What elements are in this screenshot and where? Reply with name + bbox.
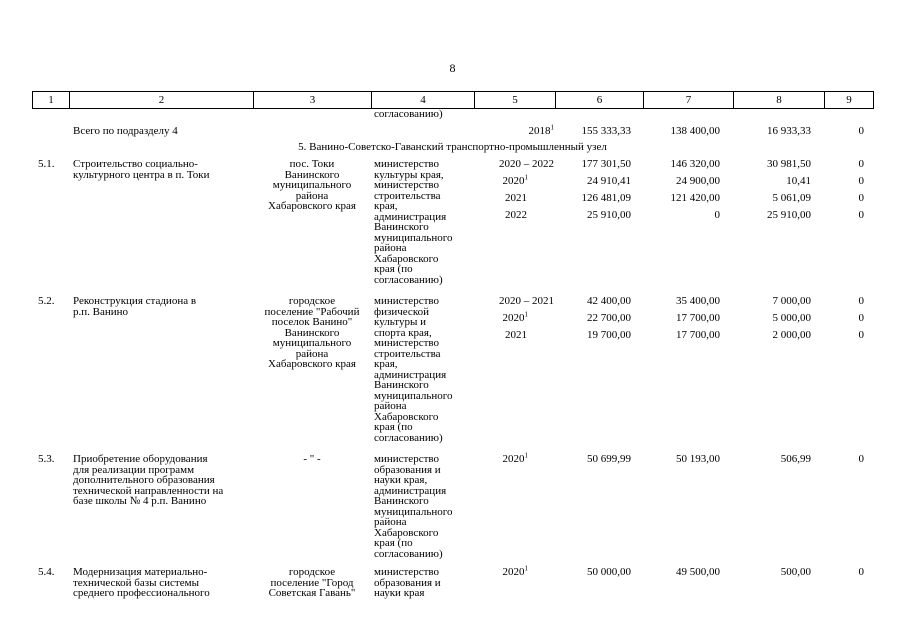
page-number: 8 <box>449 61 456 75</box>
row-col9: 0 <box>858 566 864 578</box>
row-col6: 24 910,41 <box>587 175 631 187</box>
row-col8: 10,41 <box>786 175 811 187</box>
row-col9: 0 <box>858 158 864 170</box>
carry-over-text: согласованию) <box>374 108 443 120</box>
column-header: 9 <box>825 92 874 109</box>
row-col9: 0 <box>858 329 864 341</box>
row-executor: пос. Токи Ванинского муниципального района Хабаровского края <box>268 158 356 212</box>
row-col7: 0 <box>714 209 720 221</box>
row-number: 5.4. <box>38 566 55 578</box>
row-year: 2020$^1$ <box>502 451 528 465</box>
row-year: 2020$^1$ <box>502 564 528 578</box>
row-col7: 35 400,00 <box>676 295 720 307</box>
row-year: 2020 – 2021 <box>499 295 554 307</box>
row-title: Модернизация материально- технической базы системы среднего профессионального <box>73 566 210 599</box>
row-col6: 22 700,00 <box>587 312 631 324</box>
row-col8: 500,00 <box>780 566 811 578</box>
row-col6: 126 481,09 <box>581 192 631 204</box>
column-header-row <box>32 91 874 109</box>
row-col9: 0 <box>858 209 864 221</box>
row-col9: 0 <box>858 192 864 204</box>
row-col8: 25 910,00 <box>767 209 811 221</box>
subtotal-col8: 16 933,33 <box>767 125 811 137</box>
row-responsible: министерство образования и науки края, администрация Ванинского муниципального района Хабаровского края (по согласованию) <box>374 453 453 560</box>
subtotal-col9: 0 <box>858 125 864 137</box>
row-col9: 0 <box>858 295 864 307</box>
row-year: 2021 <box>505 192 527 204</box>
row-col6: 50 000,00 <box>587 566 631 578</box>
row-col9: 0 <box>858 453 864 465</box>
row-col9: 0 <box>858 175 864 187</box>
row-col8: 30 981,50 <box>767 158 811 170</box>
row-col7: 24 900,00 <box>676 175 720 187</box>
row-responsible: министерство культуры края, министерство строительства края, администрация Ванинского муниципального района Хабаровского края (по согласованию) <box>374 158 453 286</box>
row-year: 2020$^1$ <box>502 173 528 187</box>
column-header: 1 <box>33 92 70 109</box>
row-col7: 49 500,00 <box>676 566 720 578</box>
row-col7: 17 700,00 <box>676 329 720 341</box>
row-executor: - " - <box>303 453 321 465</box>
row-col8: 5 061,09 <box>772 192 811 204</box>
column-header: 7 <box>644 92 734 109</box>
row-col6: 50 699,99 <box>587 453 631 465</box>
subtotal-col6: 155 333,33 <box>581 125 631 137</box>
row-executor: городское поселение "Рабочий поселок Ванино" Ванинского муниципального района Хабаровского края <box>264 295 360 370</box>
row-year: 2022 <box>505 209 527 221</box>
column-header: 3 <box>254 92 372 109</box>
row-number: 5.1. <box>38 158 55 170</box>
row-number: 5.3. <box>38 453 55 465</box>
row-title: Приобретение оборудования для реализации программ дополнительного образования технической направленности на базе школы № 4 р.п. Ванино <box>73 453 224 507</box>
row-col8: 7 000,00 <box>772 295 811 307</box>
row-col8: 506,99 <box>780 453 811 465</box>
row-col6: 25 910,00 <box>587 209 631 221</box>
column-header: 5 <box>475 92 556 109</box>
subtotal-year: 2018$^1$ <box>528 123 554 137</box>
row-col9: 0 <box>858 312 864 324</box>
row-col7: 17 700,00 <box>676 312 720 324</box>
subtotal-label: Всего по подразделу 4 <box>73 125 178 137</box>
row-col7: 50 193,00 <box>676 453 720 465</box>
row-responsible: министерство образования и науки края <box>374 566 441 599</box>
row-year: 2020 – 2022 <box>499 158 554 170</box>
row-col7: 121 420,00 <box>670 192 720 204</box>
subtotal-col7: 138 400,00 <box>670 125 720 137</box>
row-year: 2020$^1$ <box>502 310 528 324</box>
row-col8: 2 000,00 <box>772 329 811 341</box>
section-title: 5. Ванино-Советско-Гаванский транспортно-промышленный узел <box>298 141 607 153</box>
column-header: 6 <box>556 92 644 109</box>
row-title: Строительство социально- культурного центра в п. Токи <box>73 158 210 181</box>
row-col6: 42 400,00 <box>587 295 631 307</box>
row-col7: 146 320,00 <box>670 158 720 170</box>
row-executor: городское поселение "Город Советская Гавань" <box>268 566 356 599</box>
row-responsible: министерство физической культуры и спорта края, министерство строительства края, администрация Ванинского муниципального района Хабаровского края (по согласованию) <box>374 295 453 444</box>
column-header: 4 <box>372 92 475 109</box>
row-number: 5.2. <box>38 295 55 307</box>
column-header: 8 <box>734 92 825 109</box>
column-header: 2 <box>70 92 254 109</box>
row-col6: 177 301,50 <box>581 158 631 170</box>
row-col8: 5 000,00 <box>772 312 811 324</box>
row-year: 2021 <box>505 329 527 341</box>
row-title: Реконструкция стадиона в р.п. Ванино <box>73 295 197 318</box>
row-col6: 19 700,00 <box>587 329 631 341</box>
